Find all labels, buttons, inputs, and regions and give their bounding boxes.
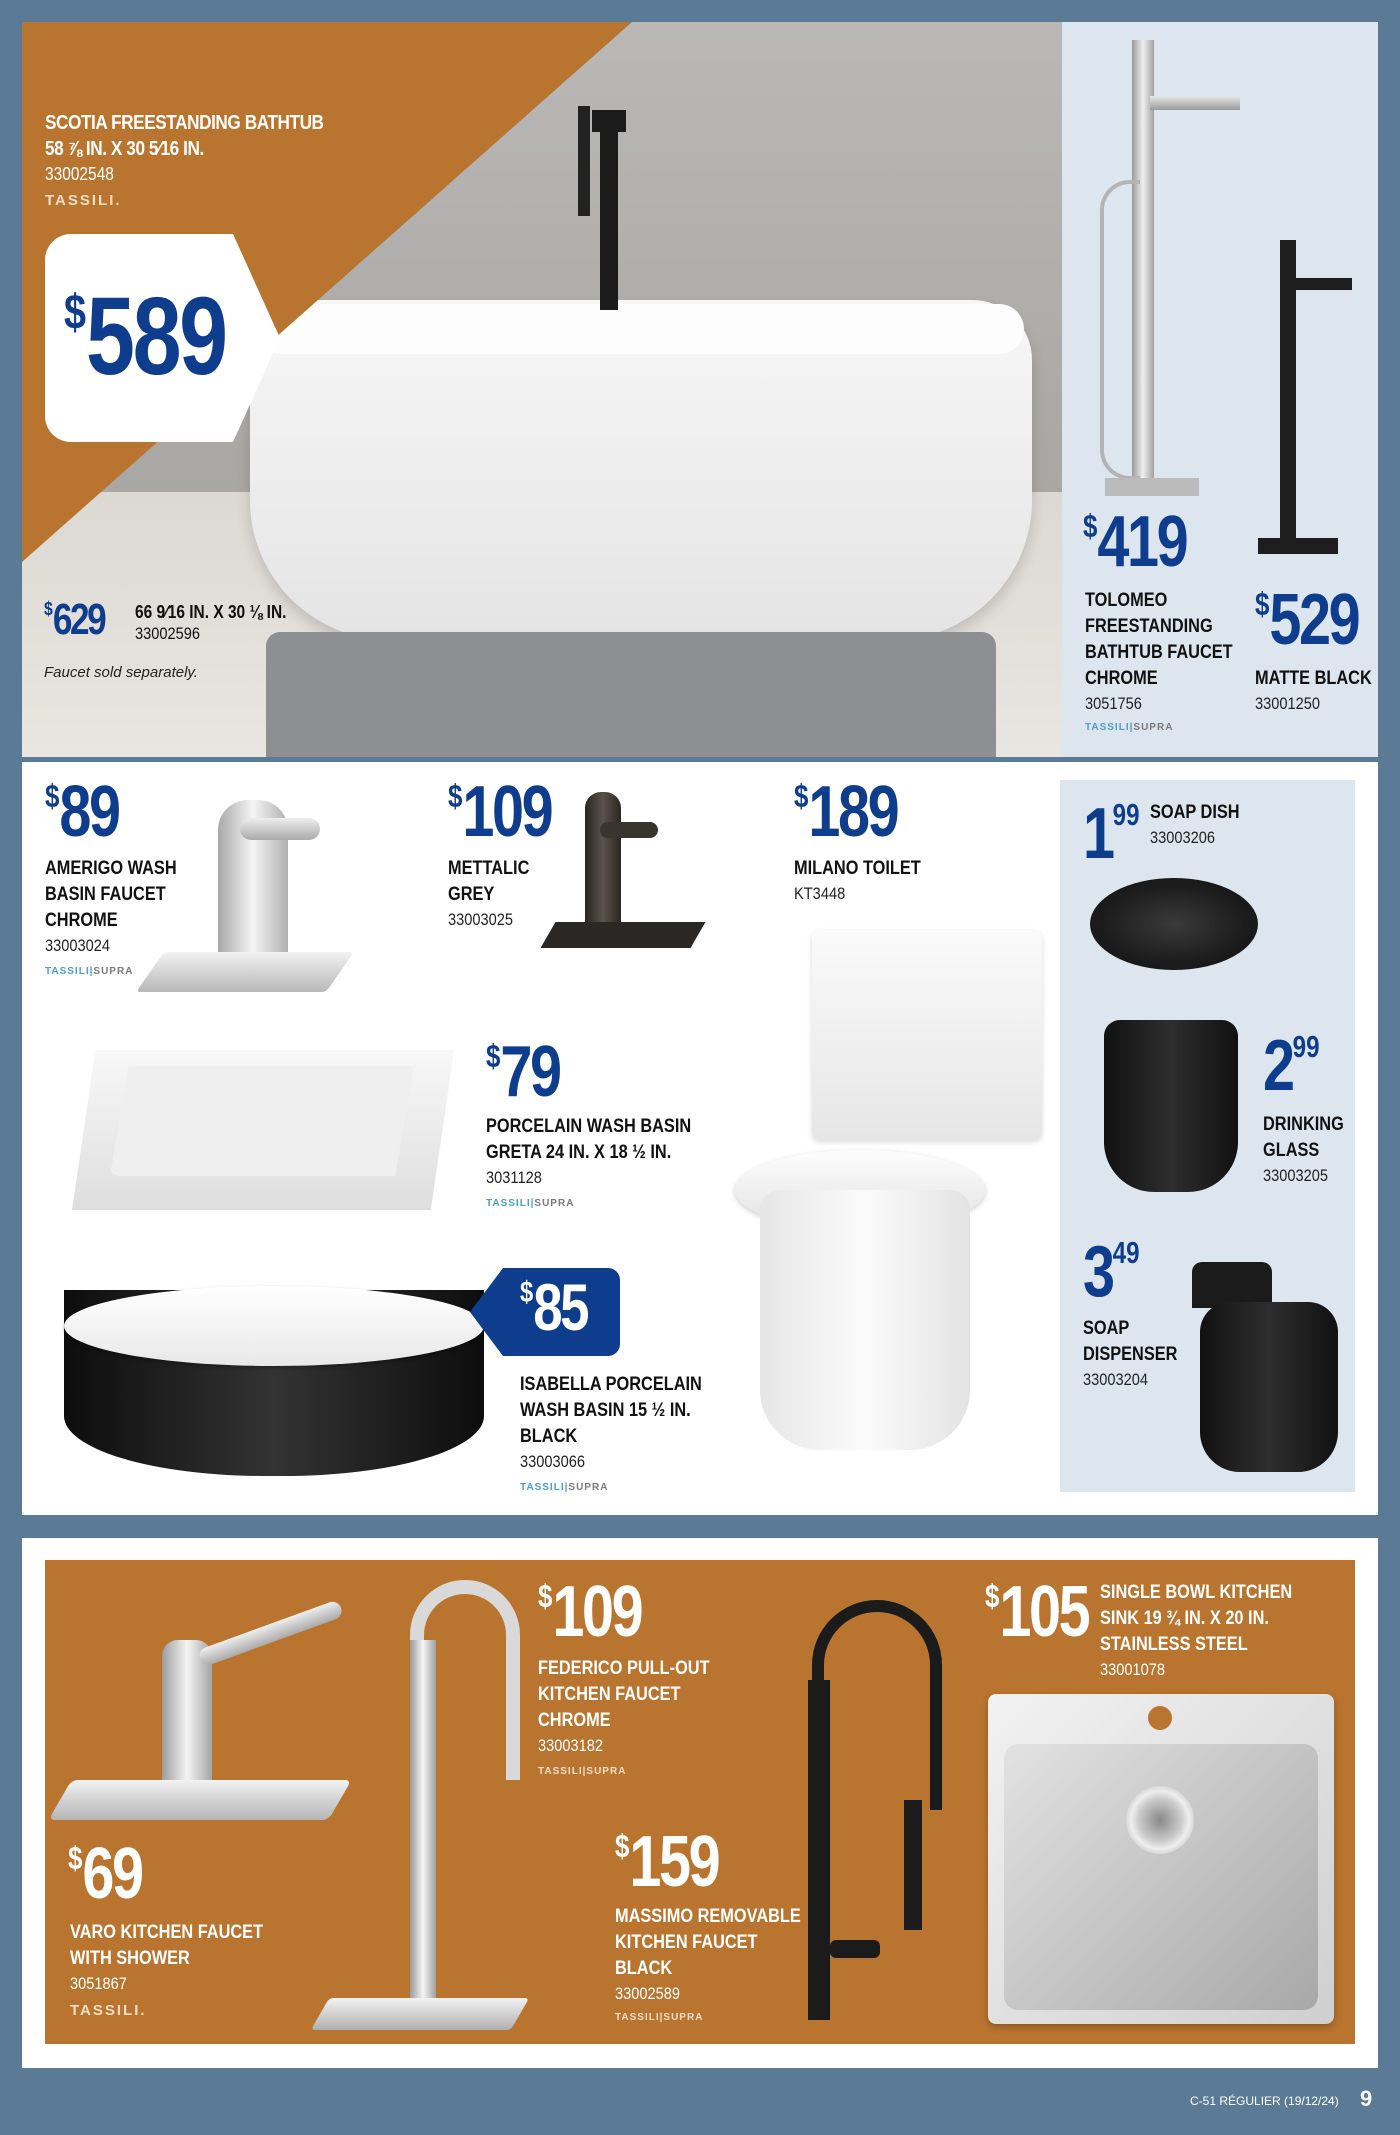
tolomeo-sku: 3051756 [1085, 694, 1142, 713]
isabella-brand: TASSILI|SUPRA [520, 1482, 609, 1493]
amerigo-brand-b: SUPRA [93, 966, 134, 977]
hero-brand-logo: TASSILI. [45, 192, 122, 209]
chrome-faucet-hose [1100, 180, 1140, 480]
varo-brand-logo: TASSILI. [70, 2002, 147, 2019]
greta-basin-bowl [110, 1066, 420, 1176]
soap-dish-price: $1^{99}$ [1083, 794, 1140, 874]
isabella-brand-b: SUPRA [568, 1482, 609, 1493]
dispenser-name-2: DISPENSER [1083, 1344, 1178, 1365]
footer-code: C-51 RÉGULIER (19/12/24) [1190, 2094, 1339, 2108]
amerigo-deck-plate [136, 952, 354, 992]
greta-name-1: PORCELAIN WASH BASIN [486, 1116, 692, 1137]
dispenser-name-1: SOAP [1083, 1318, 1130, 1339]
greta-brand-b: SUPRA [534, 1198, 575, 1209]
chrome-faucet-spout [1150, 96, 1240, 110]
sink-faucet-hole [1148, 1706, 1172, 1730]
tolomeo-name-1: TOLOMEO [1085, 590, 1168, 611]
tolomeo-brand: TASSILI|SUPRA [1085, 722, 1174, 733]
isabella-sku: 33003066 [520, 1452, 586, 1471]
chrome-faucet-base [1105, 478, 1199, 496]
sink-drain [1126, 1786, 1194, 1854]
alt-tub-size: 66 9⁄16 IN. X 30 ⅛ IN. [135, 602, 287, 622]
varo-price: $69 [68, 1834, 142, 1914]
massimo-brand: TASSILI|SUPRA [615, 2012, 704, 2023]
hero-price: $589 [64, 275, 226, 398]
federico-sku: 33003182 [538, 1736, 604, 1755]
hero-sku: 33002548 [45, 164, 114, 184]
dispenser-sku: 33003204 [1083, 1370, 1149, 1389]
varo-name-2: WITH SHOWER [70, 1948, 190, 1969]
greta-brand-a: TASSILI [486, 1198, 531, 1209]
black-faucet-base [1258, 538, 1338, 554]
tolomeo-brand-a: TASSILI [1085, 722, 1130, 733]
federico-brand-b: SUPRA [586, 1766, 627, 1777]
mettalic-name-1: METTALIC [448, 858, 530, 879]
amerigo-faucet-spout [240, 818, 320, 840]
matte-black-price: $529 [1255, 580, 1359, 660]
milano-sku: KT3448 [794, 884, 846, 903]
sink-price: $105 [985, 1572, 1089, 1652]
toilet-tank-image [812, 930, 1042, 1140]
alt-tub-sku: 33002596 [135, 624, 201, 643]
isabella-basin-rim [64, 1286, 484, 1366]
glass-name-1: DRINKING [1263, 1114, 1344, 1135]
glass-price: $2^{99}$ [1263, 1026, 1320, 1106]
amerigo-brand: TASSILI|SUPRA [45, 966, 134, 977]
federico-name-1: FEDERICO PULL-OUT [538, 1658, 710, 1679]
isabella-name-3: BLACK [520, 1426, 578, 1447]
federico-brand: TASSILI|SUPRA [538, 1766, 627, 1777]
isabella-name-2: WASH BASIN 15 ½ IN. [520, 1400, 691, 1421]
tolomeo-name-2: FREESTANDING [1085, 616, 1213, 637]
faucet-note: Faucet sold separately. [44, 664, 198, 681]
amerigo-name-2: BASIN FAUCET [45, 884, 166, 905]
dispenser-price: $3^{49}$ [1083, 1232, 1140, 1312]
soap-dish-name: SOAP DISH [1150, 802, 1240, 823]
rug-image [266, 632, 996, 757]
isabella-brand-a: TASSILI [520, 1482, 565, 1493]
massimo-brand-a: TASSILI [615, 2012, 660, 2023]
sink-sku: 33001078 [1100, 1660, 1166, 1679]
federico-deck-plate [311, 1998, 529, 2030]
tolomeo-name-4: CHROME [1085, 668, 1158, 689]
tolomeo-price: $419 [1083, 502, 1187, 582]
massimo-faucet-spray [904, 1800, 922, 1930]
massimo-faucet-coil [812, 1600, 942, 1810]
massimo-name-2: KITCHEN FAUCET [615, 1932, 758, 1953]
drinking-glass-image [1104, 1020, 1238, 1192]
federico-name-2: KITCHEN FAUCET [538, 1684, 681, 1705]
greta-brand: TASSILI|SUPRA [486, 1198, 575, 1209]
hero-title-line1: SCOTIA FREESTANDING BATHTUB [45, 112, 324, 134]
greta-price: $79 [486, 1032, 560, 1112]
federico-name-3: CHROME [538, 1710, 611, 1731]
tolomeo-name-3: BATHTUB FAUCET [1085, 642, 1233, 663]
amerigo-name-1: AMERIGO WASH [45, 858, 177, 879]
page-number: 9 [1360, 2086, 1373, 2111]
tolomeo-brand-b: SUPRA [1133, 722, 1174, 733]
glass-sku: 33003205 [1263, 1166, 1329, 1185]
toilet-bowl-image [760, 1190, 970, 1450]
varo-sku: 3051867 [70, 1974, 127, 1993]
soap-dish-sku: 33003206 [1150, 828, 1216, 847]
matte-black-name: MATTE BLACK [1255, 668, 1372, 689]
milano-name: MILANO TOILET [794, 858, 921, 879]
greta-name-2: GRETA 24 IN. X 18 ½ IN. [486, 1142, 672, 1163]
varo-deck-plate [48, 1780, 351, 1820]
soap-dish-image [1090, 878, 1258, 970]
sink-name-1: SINGLE BOWL KITCHEN [1100, 1582, 1293, 1603]
mettalic-price: $109 [448, 772, 552, 852]
amerigo-price: $89 [45, 772, 119, 852]
federico-brand-a: TASSILI [538, 1766, 583, 1777]
varo-name-1: VARO KITCHEN FAUCET [70, 1922, 264, 1943]
amerigo-brand-a: TASSILI [45, 966, 90, 977]
massimo-sku: 33002589 [615, 1984, 681, 2003]
sink-name-3: STAINLESS STEEL [1100, 1634, 1248, 1655]
isabella-name-1: ISABELLA PORCELAIN [520, 1374, 702, 1395]
mettalic-deck-plate [540, 922, 705, 948]
black-faucet-spout [1292, 278, 1352, 290]
amerigo-sku: 33003024 [45, 936, 111, 955]
mettalic-faucet-spout [600, 822, 658, 838]
massimo-faucet-image [808, 1680, 830, 2020]
federico-price: $109 [538, 1572, 642, 1652]
glass-name-2: GLASS [1263, 1140, 1320, 1161]
hero-title-line2: 58 ⅞ IN. X 30 5⁄16 IN. [45, 138, 204, 160]
soap-dispenser-image [1200, 1302, 1338, 1472]
isabella-price: $85 [520, 1270, 588, 1344]
massimo-name-1: MASSIMO REMOVABLE [615, 1906, 801, 1927]
massimo-faucet-handle [830, 1940, 880, 1958]
mettalic-name-2: GREY [448, 884, 495, 905]
sink-bowl [1004, 1744, 1318, 2010]
mettalic-faucet-image [585, 792, 621, 942]
mettalic-sku: 33003025 [448, 910, 514, 929]
federico-faucet-image [410, 1640, 436, 2020]
greta-sku: 3031128 [486, 1168, 542, 1187]
amerigo-name-3: CHROME [45, 910, 118, 931]
milano-price: $189 [794, 772, 898, 852]
matte-black-sku: 33001250 [1255, 694, 1321, 713]
massimo-name-3: BLACK [615, 1958, 673, 1979]
sink-name-2: SINK 19 ¾ IN. X 20 IN. [1100, 1608, 1269, 1629]
alt-tub-price: $629 [44, 595, 105, 644]
massimo-brand-b: SUPRA [663, 2012, 704, 2023]
massimo-price: $159 [615, 1822, 719, 1902]
